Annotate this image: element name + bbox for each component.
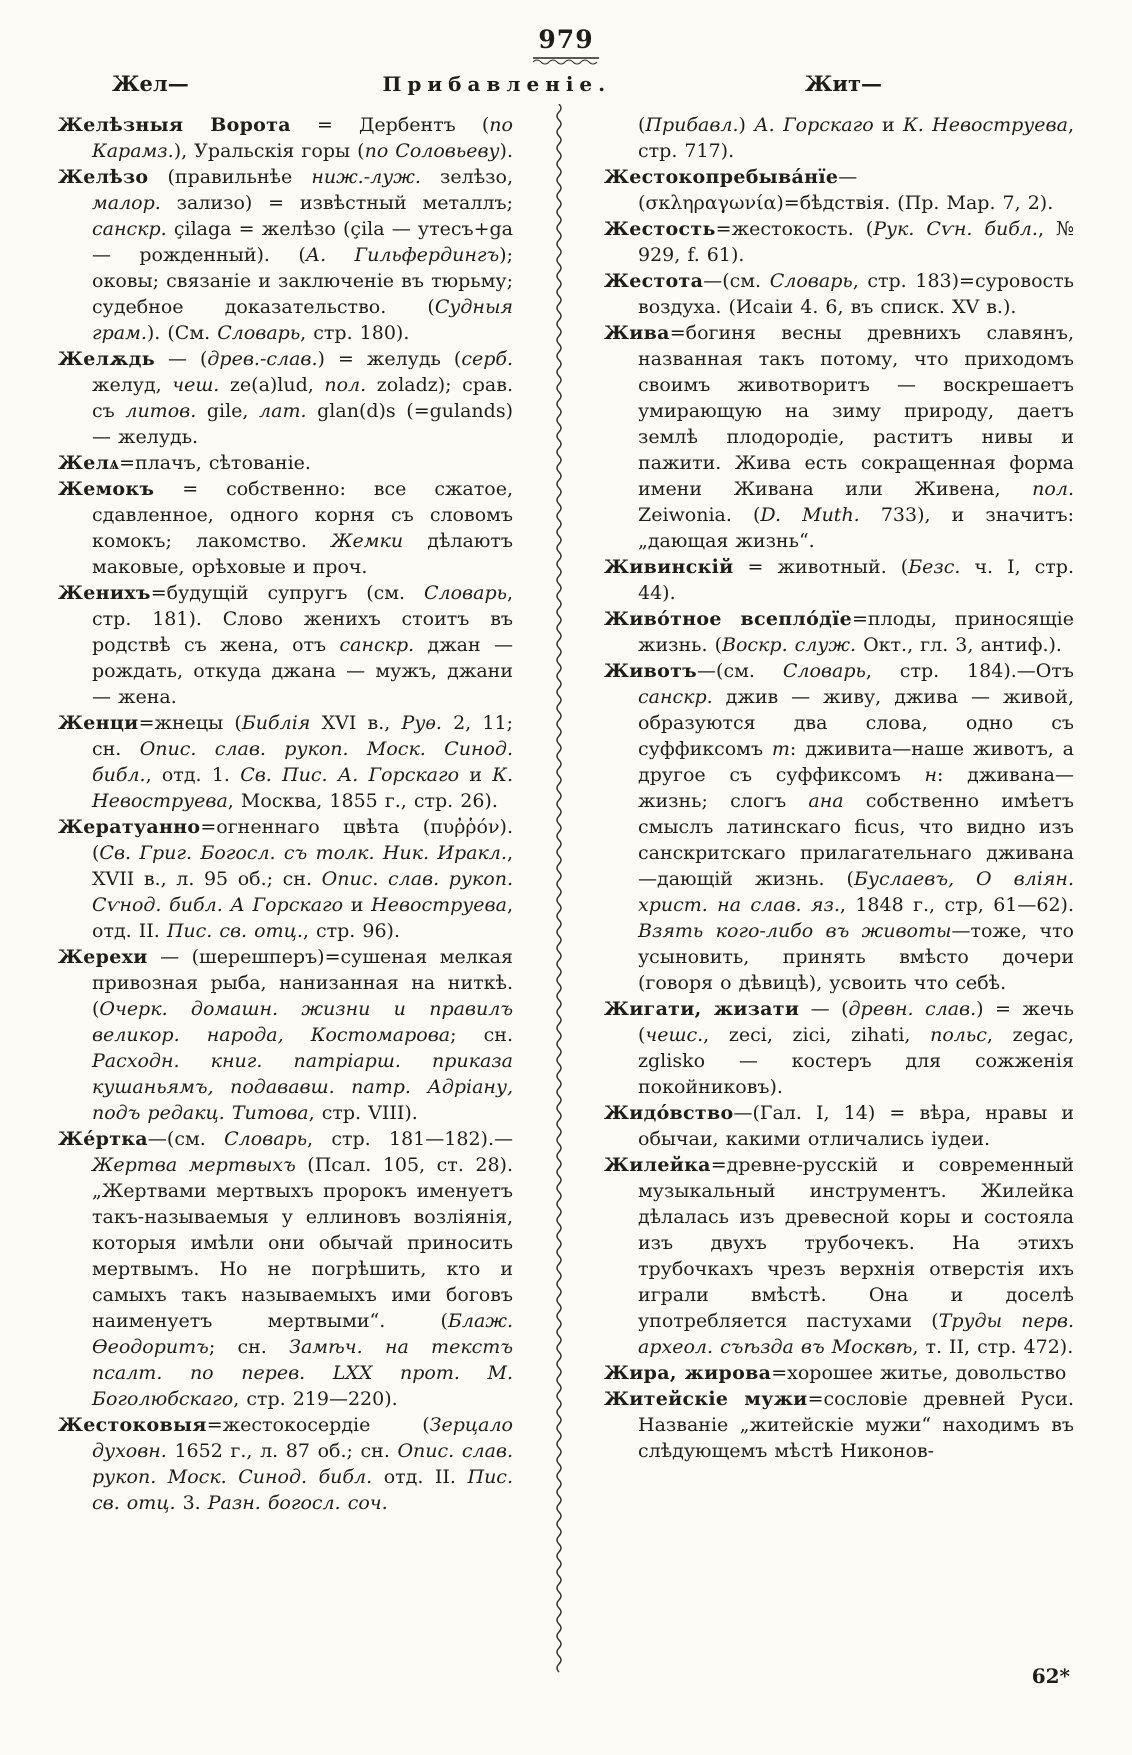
entry-text: Руѳ. — [401, 711, 442, 734]
entry-text: , № 929, f. 61). — [638, 217, 1074, 266]
entry-text: =древне-русскій и современный музыкальный инструментъ. Жилейка дѣлалась изъ древесной коры и состояла изъ двухъ трубочекъ. На этихъ трубочкахъ чрезъ верхнія отверстія ихъ играли вмѣстѣ. Она и доселѣ употребляется пастухами ( — [638, 1153, 1074, 1332]
entry-text: ана — [808, 789, 844, 812]
entry-headword: Желѫдь — [58, 347, 155, 370]
dictionary-entry — [604, 320, 1074, 554]
entry-text: Пис. св. отц. — [166, 919, 303, 942]
entry-text: , отд. II. — [92, 893, 513, 942]
entry-text: пол. — [1032, 477, 1074, 500]
entry-text: (правильнѣе — [148, 165, 312, 188]
entry-text: =плоды, приносящіе жизнь. ( — [638, 607, 1075, 656]
entry-text: , 1848 г., стр, 61—62). — [839, 893, 1074, 916]
entry-text: джив — живу, джива — живой, образуются два слова, одно съ суффиксомъ — [638, 685, 1074, 760]
entry-text: = собственно: все сжатое, сдавленное, одного корня съ словомъ комокъ; лакомство. — [92, 477, 513, 552]
entry-text: ; сн. — [450, 1023, 513, 1046]
dictionary-entry — [604, 554, 1074, 606]
dictionary-entry — [58, 814, 513, 944]
entry-text: Судныя грам. — [92, 295, 513, 344]
entry-text: , стр. 180). — [300, 321, 410, 344]
entry-text: Замѣч. на текстъ псалт. по перев. LXX прот. М. Боголюбскаго — [92, 1335, 513, 1410]
entry-text: Воскр. служ. — [722, 633, 857, 656]
entry-text: польс — [930, 1023, 987, 1046]
entry-text: ), Уральскія горы ( — [173, 139, 365, 162]
entry-text: : дживана—жизнь; слогъ — [638, 763, 1074, 812]
running-head-right: Жит— — [804, 70, 882, 96]
entry-text: джан — рождать, откуда джана — мужъ, джани — жена. — [92, 633, 513, 708]
entry-text: отд. II. — [372, 1465, 468, 1488]
entry-text: 2, 11; сн. — [92, 711, 513, 760]
entry-headword: Желѣзныя Ворота — [58, 113, 291, 136]
entry-headword: Желѧ — [58, 451, 120, 474]
entry-text: по Соловьеву — [364, 139, 500, 162]
entry-headword: Жестокопребыва́нїе — [604, 165, 839, 188]
dictionary-entry — [58, 476, 513, 580]
entry-text: санскр. — [638, 685, 713, 708]
dictionary-entry — [58, 944, 513, 1126]
signature-mark: 62* — [1031, 1664, 1070, 1688]
entry-text: литов. — [125, 399, 197, 422]
entry-text: , стр. 219—220). — [233, 1387, 398, 1410]
entry-text: , стр. 96). — [302, 919, 400, 942]
entry-text: gile, — [196, 399, 260, 422]
entry-headword: Женци — [58, 711, 139, 734]
entry-text: Опис. слав. рукоп. Моск. Синод. библ. — [92, 737, 513, 786]
entry-text: , т. II, стр. 472). — [912, 1335, 1074, 1358]
entry-text: Пис. св. отц. — [92, 1465, 513, 1514]
entry-text: ( — [638, 113, 646, 136]
text-columns — [0, 112, 1132, 1516]
entry-text: желуд, — [92, 373, 173, 396]
entry-text: , стр. VIII). — [308, 1101, 418, 1124]
entry-text: малор. — [92, 191, 161, 214]
entry-text: ); оковы; связаніе и заключеніе въ тюрьму; судебное доказательство. ( — [92, 243, 513, 318]
entry-headword: Житейскіе мужи — [604, 1387, 808, 1410]
entry-text: Очерк. домашн. жизни и правилъ великор. народа, Костомарова — [92, 997, 513, 1046]
entry-text: по Карамз. — [92, 113, 513, 162]
entry-text: Св. Григ. Богосл. съ толк. Ник. Иракл. — [99, 841, 507, 864]
dictionary-entry — [58, 346, 513, 450]
entry-text: ) — [738, 113, 755, 136]
dictionary-entry — [604, 1360, 1074, 1386]
entry-text: и — [873, 113, 904, 136]
entry-text: =жестокость. ( — [715, 217, 874, 240]
dictionary-entry — [58, 164, 513, 346]
entry-text: собственно имѣетъ смыслъ латинскаго ficus, что видно изъ санскритскаго прилагательнаго дживана—дающій жизнь. ( — [638, 789, 1074, 890]
entry-text: Блаж. Ѳеодоритъ — [92, 1309, 513, 1358]
entry-text: , стр. 181). Слово женихъ стоитъ въ родствѣ съ жена, отъ — [92, 581, 513, 656]
section-title: Прибавленіе. — [382, 71, 612, 96]
entry-text: çilaga = желѣзо (çila — утесъ+ga — рожденный). ( — [92, 217, 513, 266]
entry-text: Труды перв. археол. съѣзда въ Москвѣ — [638, 1309, 1074, 1358]
entry-text: — ( — [154, 347, 208, 370]
entry-headword: Жива — [604, 321, 670, 344]
entry-text: К. Невоструева — [903, 113, 1068, 136]
entry-text: =жнецы ( — [138, 711, 242, 734]
entry-text: , стр. 183)=суровость воздуха. (Исаіи 4. 6, въ списк. XV в.). — [638, 269, 1075, 318]
entry-text: XVI в., — [310, 711, 402, 734]
entry-text: Буслаевъ, О вліян. христ. на слав. яз. — [638, 867, 1074, 916]
entry-headword: Жестоковыя — [58, 1413, 207, 1436]
entry-text: А. Гильфердингъ — [305, 243, 500, 266]
entry-text: Словарь — [217, 321, 301, 344]
column-right — [604, 112, 1074, 1516]
entry-headword: Жестота — [604, 269, 704, 292]
entry-text: чеш. — [172, 373, 220, 396]
dictionary-entry — [604, 996, 1074, 1100]
entry-text: Невоструева — [371, 893, 507, 916]
entry-text: , стр. 717). — [638, 113, 1074, 162]
entry-text: Опис. слав. рукоп. Моск. Синод. библ. — [92, 1439, 513, 1488]
entry-text: зализо) = извѣстный металлъ; — [160, 191, 513, 214]
entry-text: , Москва, 1855 г., стр. 26). — [227, 789, 498, 812]
entry-text: санскр. — [92, 217, 167, 240]
entry-text: Библія — [241, 711, 311, 734]
entry-text: т — [771, 737, 790, 760]
entry-text: и — [459, 763, 493, 786]
entry-text: 733), и значитъ: „дающая жизнь“. — [638, 503, 1074, 552]
dictionary-entry — [604, 606, 1074, 658]
entry-text: , zeci, zici, zihati, — [703, 1023, 931, 1046]
entry-text: Zeiwonia. ( — [638, 503, 761, 526]
entry-headword: Жидо́вство — [604, 1101, 734, 1124]
entry-text: zoladz); срав. съ — [92, 373, 513, 422]
entry-text: =жестокосердіе ( — [206, 1413, 430, 1436]
entry-text: Жертва мертвыхъ — [92, 1153, 296, 1176]
entry-text: =огненнаго цвѣта (πυῤῥόν). ( — [92, 815, 513, 864]
entry-text: ) = жечь ( — [638, 997, 1074, 1046]
entry-headword: Жератуанно — [58, 815, 201, 838]
entry-text: ниж.-луж. — [311, 165, 421, 188]
entry-text: —(см. — [697, 659, 783, 682]
entry-text: (Псал. 105, ст. 28). „Жертвами мертвыхъ пророкъ именуетъ такъ-называемыя у еллиновъ возліянія, которыя имѣли они обычай приносить мертвымъ. Но не погрѣшить, кто и самыхъ такъ называемыхъ ими боговъ наименуетъ мертвыми“. ( — [92, 1153, 513, 1332]
entry-text: Зерцало духовн. — [92, 1413, 513, 1462]
entry-text: 3. — [175, 1491, 208, 1514]
dictionary-entry — [58, 1412, 513, 1516]
dictionary-entry — [58, 1126, 513, 1412]
entry-text: —(σκληραγωνία)=бѣдствія. (Пр. Мар. 7, 2). — [638, 165, 1054, 214]
entry-text: — ( — [799, 997, 849, 1020]
running-header — [0, 71, 1132, 96]
dictionary-entry — [58, 112, 513, 164]
entry-text: =будущій супругъ (см. — [150, 581, 424, 604]
page-number-flourish — [531, 55, 601, 65]
entry-text: glan(d)s (=gulands) — желудь. — [92, 399, 513, 448]
entry-text: ). (См. — [146, 321, 218, 344]
entry-text: Прибавл. — [645, 113, 739, 136]
entry-text: Расходн. книг. патріарш. приказа кушаньямъ, подававш. патр. Адріану, подъ редакц. Титова — [92, 1049, 513, 1124]
entry-headword: Жестость — [604, 217, 716, 240]
entry-text: =богиня весны древнихъ славянъ, названная такъ потому, что приходомъ своимъ животворитъ — воскрешаетъ умирающую на зиму природу, даетъ землѣ плодородіе, раститъ нивы и пажити. Жива есть сокращенная форма имени Живана или Живена, — [638, 321, 1074, 500]
entry-text: D. Muth. — [760, 503, 860, 526]
entry-headword: Живинскій — [604, 555, 734, 578]
dictionary-entry — [58, 710, 513, 814]
entry-text: ) = желудь ( — [317, 347, 462, 370]
dictionary-entry — [58, 580, 513, 710]
entry-headword: Женихъ — [58, 581, 151, 604]
entry-text: Опис. слав. рукоп. Сѵнод. библ. А Горскаго — [92, 867, 513, 916]
entry-text: Словарь — [782, 659, 866, 682]
dictionary-entry — [58, 450, 513, 476]
entry-headword: Жигати, жизати — [604, 997, 800, 1020]
entry-text: Св. Пис. А. Горскаго — [240, 763, 460, 786]
entry-text: чешс. — [645, 1023, 704, 1046]
entry-text: Жемки — [331, 529, 404, 552]
entry-text: —тоже, что усыновить, принять вмѣсто дочери (говоря о дѣвицѣ), усвоить что себѣ. — [638, 919, 1074, 994]
entry-headword: Жилейка — [604, 1153, 711, 1176]
entry-text: древн. слав. — [848, 997, 977, 1020]
dictionary-entry — [604, 268, 1074, 320]
running-head-left: Жел— — [112, 70, 189, 96]
entry-text: , стр. 181—182).— — [307, 1127, 513, 1150]
entry-headword: Живо́тное всепло́дїе — [604, 607, 852, 630]
entry-text: —(Гал. I, 14) = вѣра, нравы и обычаи, какими отличались іудеи. — [638, 1101, 1074, 1150]
entry-text: Словарь — [423, 581, 507, 604]
entry-text: древ.-слав. — [207, 347, 318, 370]
dictionary-entry — [604, 658, 1074, 996]
entry-text: =сословіе древней Руси. Названіе „житейскіе мужи“ находимъ въ слѣдующемъ мѣстѣ Никонов- — [638, 1387, 1074, 1462]
entry-text: Словарь — [769, 269, 853, 292]
column-divider — [548, 112, 570, 1516]
entry-text: = животный. ( — [733, 555, 909, 578]
page-number: 979 — [538, 25, 594, 54]
entry-text: Взять кого-либо въ животы — [638, 919, 952, 942]
entry-text: серб. — [461, 347, 513, 370]
entry-text: , стр. 184).—Отъ — [865, 659, 1074, 682]
entry-text: = Дербентъ ( — [290, 113, 490, 136]
entry-headword: Же́ртка — [58, 1127, 148, 1150]
entry-text: : дживита—наше животъ, а другое съ суффиксомъ — [638, 737, 1074, 786]
entry-text: ч. I, стр. 44). — [638, 555, 1075, 604]
entry-text: А. Горскаго — [754, 113, 874, 136]
entry-text: н — [924, 763, 938, 786]
entry-text: , отд. 1. — [145, 763, 241, 786]
entry-text: пол. — [324, 373, 367, 396]
entry-headword: Животъ — [604, 659, 698, 682]
entry-text: 1652 г., л. 87 об.; сн. — [166, 1439, 398, 1462]
entry-text: —(см. — [147, 1127, 225, 1150]
entry-headword: Желѣзо — [58, 165, 149, 188]
entry-text: Рук. Сѵн. библ. — [873, 217, 1038, 240]
dictionary-entry — [604, 164, 1074, 216]
entry-text: санскр. — [339, 633, 415, 656]
entry-headword: Жемокъ — [58, 477, 155, 500]
entry-text: зелѣзо, — [420, 165, 513, 188]
dictionary-entry — [604, 216, 1074, 268]
column-left — [58, 112, 513, 1516]
entry-text: —(см. — [703, 269, 770, 292]
entry-text: и — [343, 893, 372, 916]
entry-text: Окт., гл. 3, антиф.). — [856, 633, 1062, 656]
entry-text: , zegac, zglisko — костеръ для сожженія покойниковъ). — [638, 1023, 1074, 1098]
column-divider-path — [557, 104, 561, 1672]
dictionary-entry — [604, 1386, 1074, 1464]
entry-text: =плачъ, сѣтованіе. — [119, 451, 311, 474]
dictionary-entry — [604, 1100, 1074, 1152]
entry-text: Безс. — [908, 555, 961, 578]
entry-text: ). — [499, 139, 513, 162]
entry-continuation — [604, 112, 1074, 164]
entry-text: Разн. богосл. соч. — [207, 1491, 388, 1514]
entry-text: — (шерешперъ)=сушеная мелкая привозная рыба, нанизанная на ниткѣ. ( — [92, 945, 513, 1020]
entry-text: ze(a)lud, — [219, 373, 325, 396]
entry-text: , XVII в., л. 95 об.; сн. — [92, 841, 513, 890]
entry-text: лат. — [259, 399, 307, 422]
dictionary-entry — [604, 1152, 1074, 1360]
entry-text: дѣлаютъ маковые, орѣховые и проч. — [92, 529, 514, 578]
entry-text: ; сн. — [208, 1335, 290, 1358]
entry-text: Словарь — [224, 1127, 308, 1150]
entry-headword: Жерехи — [58, 945, 148, 968]
entry-headword: Жира, жирова — [604, 1361, 772, 1384]
entry-text: =хорошее житье, довольство — [771, 1361, 1067, 1384]
entry-text: К. Невоструева — [92, 763, 513, 812]
